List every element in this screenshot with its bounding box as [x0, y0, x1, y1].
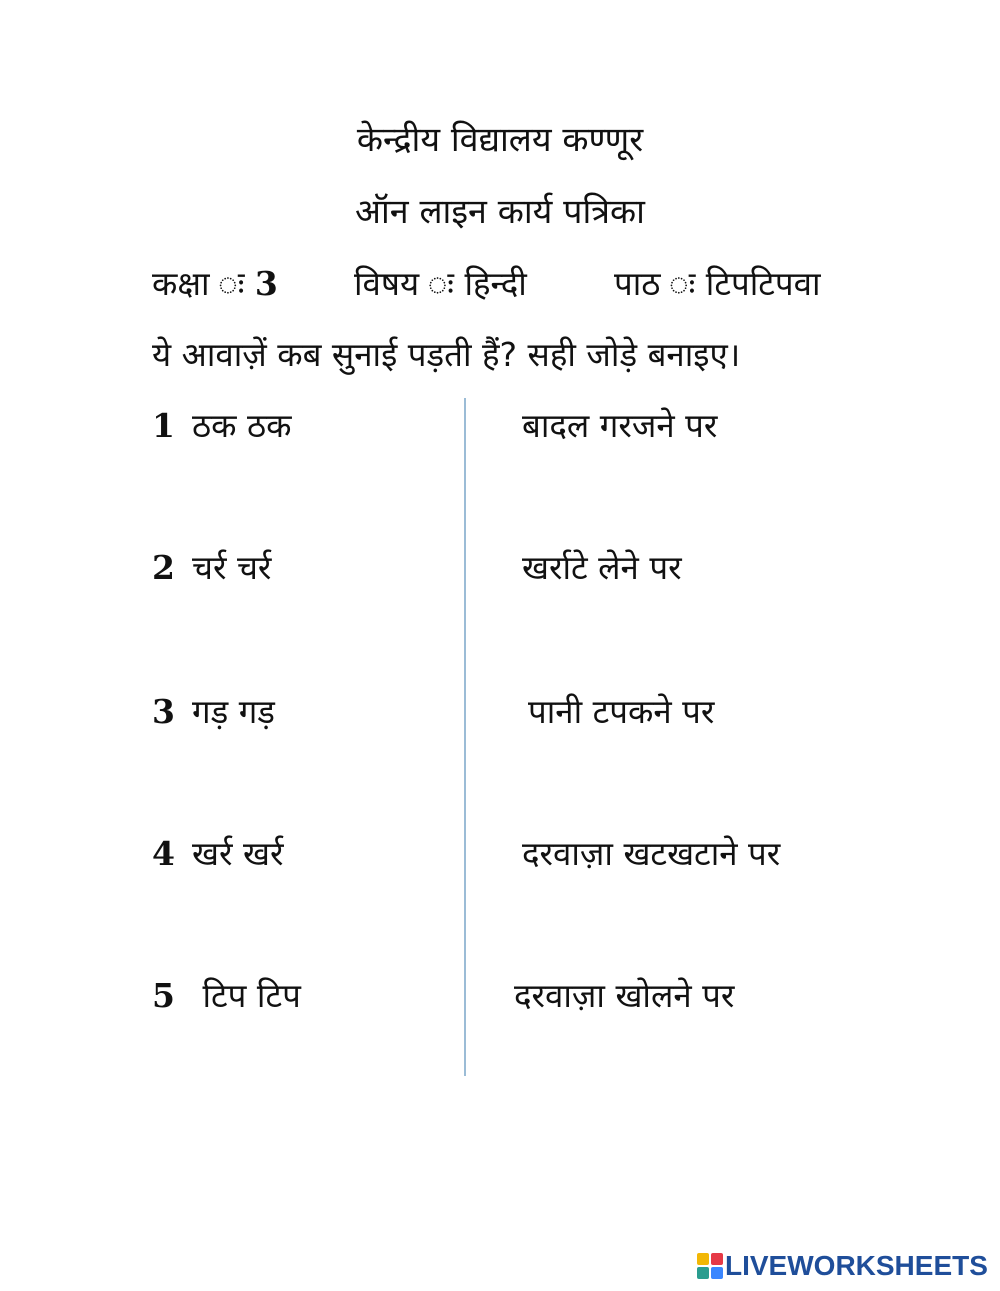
sound-item-2[interactable] [152, 546, 271, 590]
situation-item-2[interactable]: खर्राटे लेने पर [522, 548, 682, 587]
sound-item-5[interactable] [152, 974, 301, 1018]
logo-tile [711, 1253, 723, 1265]
situation-item-4[interactable]: दरवाज़ा खटखटाने पर [522, 834, 781, 873]
liveworksheets-logo [697, 1250, 988, 1282]
item-number: 1 [152, 406, 175, 445]
logo-tile [697, 1267, 709, 1279]
school-name: केन्द्रीय विद्यालय कण्णूर [356, 120, 644, 160]
sound-text: टिप टिप [192, 976, 301, 1015]
sound-text: चर्र चर्र [192, 548, 272, 587]
class-label: कक्षा ः [152, 264, 245, 303]
class-info [152, 262, 278, 306]
situation-item-1[interactable]: बादल गरजने पर [522, 406, 718, 445]
item-number: 3 [152, 692, 175, 731]
sound-text: खर्र खर्र [192, 834, 284, 873]
sound-text: गड़ गड़ [192, 692, 275, 731]
item-number: 2 [152, 548, 175, 587]
item-number: 4 [152, 834, 175, 873]
logo-tile [697, 1253, 709, 1265]
logo-tile [711, 1267, 723, 1279]
brand-name: LIVEWORKSHEETS [725, 1250, 988, 1281]
situation-item-5[interactable]: दरवाज़ा खोलने पर [514, 976, 735, 1015]
column-divider [464, 398, 466, 1076]
class-value: 3 [254, 264, 278, 303]
brand-icon [697, 1253, 723, 1279]
instruction: ये आवाज़ें कब सुनाई पड़ती हैं? सही जोड़े बनाइए। [152, 335, 741, 374]
sound-item-1[interactable] [152, 404, 292, 448]
sound-item-4[interactable] [152, 832, 283, 876]
lesson-info: पाठ ः टिपटिपवा [614, 264, 821, 303]
item-number: 5 [152, 976, 175, 1015]
subject-info: विषय ः हिन्दी [354, 264, 527, 303]
sound-item-3[interactable] [152, 690, 275, 734]
situation-item-3[interactable]: पानी टपकने पर [528, 692, 715, 731]
worksheet-title: ऑन लाइन कार्य पत्रिका [355, 192, 645, 232]
sound-text: ठक ठक [192, 406, 292, 445]
